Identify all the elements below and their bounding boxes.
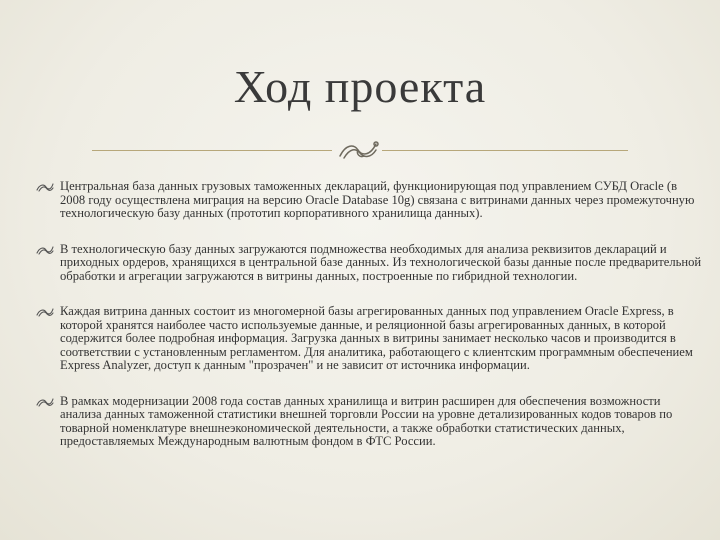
bullet-text: В рамках модернизации 2008 года состав данных хранилища и витрин расширен для обеспечения возможности анализа данных таможенной статистики внешней торговли России на уровне детализированных кодов товаров по товарной номенклатуре внешнеэкономической деятельности, а также обработки статистических данных, предоставляемых Международным валютным фондом в ФТС России. [60, 393, 673, 448]
scroll-ornament-icon [336, 138, 380, 162]
bullet-item [36, 243, 702, 284]
bullet-text: Каждая витрина данных состоит из многомерной базы агрегированных данных под управлением Oracle Express, в которой хранятся наиболее часто используемые данные, и реляционной базы агрегированных данных, в которой содержится более подробная информация. Загрузка данных в витрины занимает несколько часов и производится в соответствии с установленным регламентом. Для аналитика, работающего с клиентским программным обеспечением Express Analyzer, доступ к данным "прозрачен" и не зависит от источника информации. [60, 304, 693, 372]
scroll-bullet-icon [36, 396, 54, 407]
slide-title: Ход проекта [233, 61, 487, 112]
bullet-item [36, 395, 702, 449]
scroll-bullet-icon [36, 244, 54, 255]
bullet-text: Центральная база данных грузовых таможенных деклараций, функционирующая под управлением СУБД Oracle (в 2008 году осуществлена миграция на версию Oracle Database 10g) связана с витринами данных через промежуточную технологическую базу данных (прототип корпоративного хранилища данных). [60, 179, 695, 220]
scroll-bullet-icon [36, 306, 54, 317]
scroll-bullet-icon [36, 181, 54, 192]
bullet-item [36, 305, 702, 373]
bullet-list [36, 180, 702, 449]
title-rule-left [92, 150, 332, 151]
bullet-item [36, 180, 702, 221]
title-rule-right [382, 150, 628, 151]
bullet-text: В технологическую базу данных загружаются подмножества необходимых для анализа реквизитов деклараций и приходных ордеров, хранящихся в центральной базе данных. Из технологической базы данные после предварительной обработки и агрегации загружаются в витрины данных, построенные по гибридной технологии. [60, 241, 702, 283]
